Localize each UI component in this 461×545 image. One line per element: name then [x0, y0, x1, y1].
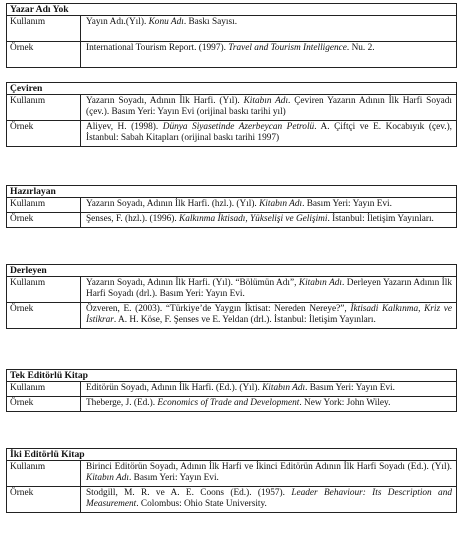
usage-label: Kullanım: [7, 461, 81, 487]
italic-title: Konu Adı: [148, 17, 184, 27]
example-text: Aliyev, H. (1998). Dünya Siyasetinde Azerbeycan Petrolü. A. Çiftçi ve E. Kocabıyık (çev.), İstanbul: Sabah Kitapları (orijinal baskı tarihi 1997): [81, 121, 457, 147]
italic-title: Kitabın Adı: [259, 199, 303, 209]
example-label: Örnek: [7, 213, 81, 228]
usage-label: Kullanım: [7, 16, 81, 42]
section-tek-editorlu-kitap: [6, 369, 457, 412]
usage-text: Yayın Adı.(Yıl). Konu Adı. Baskı Sayısı.: [81, 16, 457, 42]
section-title: Çeviren: [7, 83, 457, 95]
italic-title: Dünya Siyasetinde Azerbeycan Petrolü: [162, 122, 315, 132]
italic-title: Kitabın Adı: [86, 473, 129, 483]
section-title: Hazırlayan: [7, 186, 457, 198]
italic-title: Kitabın Adı: [298, 278, 342, 288]
usage-text: Yazarın Soyadı, Adının İlk Harfi. (Yıl). “Bölümün Adı”, Kitabın Adı. Derleyen Yazarın Adının İlk Harfi Soyadı (drl.). Basım Yeri: Yayın Evi.: [81, 277, 457, 303]
usage-label: Kullanım: [7, 198, 81, 213]
italic-title: Travel and Tourism Intelligence: [228, 43, 347, 53]
section-ceviren: [6, 82, 457, 147]
usage-text: Yazarın Soyadı, Adının İlk Harfi. (Yıl). Kitabın Adı. Çeviren Yazarın Adının İlk Harfi Soyadı (çev.). Basım Yeri: Yayın Evi (orijinal baskı tarihi yıl): [81, 95, 457, 121]
example-label: Örnek: [7, 397, 81, 412]
italic-title: Kitabın Adı: [243, 96, 289, 106]
italic-title: Economics of Trade and Development: [157, 398, 300, 408]
italic-title: İktisadi Kalkınma, Kriz ve İstikrar: [86, 304, 453, 325]
usage-text: Yazarın Soyadı, Adının İlk Harfi. (hzl.). (Yıl). Kitabın Adı. Basım Yeri: Yayın Evi.: [81, 198, 457, 213]
section-iki-editorlu-kitap: [6, 448, 457, 513]
section-hazirlayan: [6, 185, 457, 228]
section-title: Yazar Adı Yok: [7, 4, 457, 16]
example-label: Örnek: [7, 487, 81, 513]
example-label: Örnek: [7, 42, 81, 68]
example-text: Özveren, E. (2003). “Türkiye’de Yaygın İktisat: Nereden Nereye?”, İktisadi Kalkınma, Kriz ve İstikrar. A. H. Köse, F. Şenses ve E. Yeldan (drl.). İstanbul: İletişim Yayınları.: [81, 303, 457, 329]
example-text: Theberge, J. (Ed.). Economics of Trade and Development. New York: John Wiley.: [81, 397, 457, 412]
example-text: Şenses, F. (hzl.). (1996). Kalkınma İktisadı, Yükselişi ve Gelişimi. İstanbul: İletişim Yayınları.: [81, 213, 457, 228]
italic-title: Kitabın Adı: [262, 383, 306, 393]
section-title: İki Editörlü Kitap: [7, 449, 457, 461]
example-label: Örnek: [7, 303, 81, 329]
italic-title: Leader Behaviour: Its Description and Measurement: [86, 488, 452, 509]
example-text: Stodgill, M. R. ve A. E. Coons (Ed.). (1957). Leader Behaviour: Its Description and Measurement. Colombus: Ohio State University.: [81, 487, 457, 513]
example-text: International Tourism Report. (1997). Travel and Tourism Intelligence. Nu. 2.: [81, 42, 457, 68]
usage-label: Kullanım: [7, 95, 81, 121]
italic-title: Kalkınma İktisadı, Yükselişi ve Gelişimi: [179, 214, 328, 224]
usage-text: Birinci Editörün Soyadı, Adının İlk Harfi ve İkinci Editörün Adının İlk Harfi Soyadı (Ed.). (Yıl). Kitabın Adı. Basım Yeri: Yayın Evi.: [81, 461, 457, 487]
section-yazar-adi-yok: [6, 3, 457, 68]
section-title: Derleyen: [7, 265, 457, 277]
example-label: Örnek: [7, 121, 81, 147]
usage-label: Kullanım: [7, 382, 81, 397]
section-title: Tek Editörlü Kitap: [7, 370, 457, 382]
usage-label: Kullanım: [7, 277, 81, 303]
usage-text: Editörün Soyadı, Adının İlk Harfi. (Ed.). (Yıl). Kitabın Adı. Basım Yeri: Yayın Evi.: [81, 382, 457, 397]
section-derleyen: [6, 264, 457, 329]
